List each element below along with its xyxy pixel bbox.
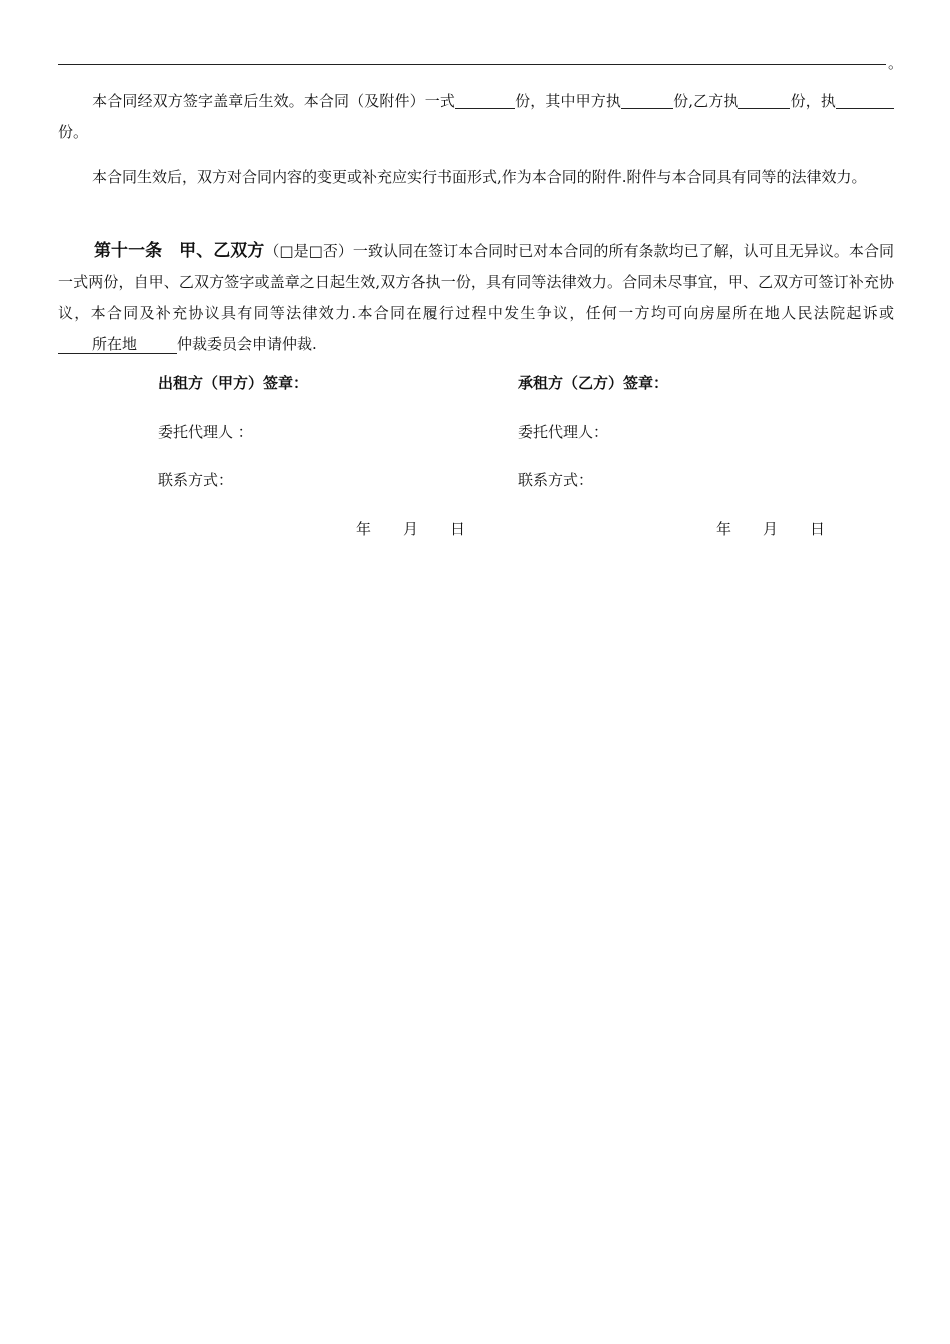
lessor-contact-label: 联系方式： bbox=[158, 471, 234, 489]
para1-text-5: 份。 bbox=[58, 123, 89, 141]
para1-text-4: 份，执 bbox=[790, 92, 836, 110]
lessee-date-month: 月 bbox=[763, 520, 779, 538]
para1-text-1: 本合同经双方签字盖章后生效。本合同（及附件）一式 bbox=[92, 92, 456, 110]
lessee-signature-label: 承租方（乙方）签章： bbox=[518, 374, 669, 392]
lessor-date-line bbox=[356, 518, 465, 539]
article-eleven-heading: 第十一条 甲、乙双方 bbox=[94, 241, 265, 261]
lessor-date-year: 年 bbox=[356, 520, 372, 538]
amendment-paragraph bbox=[58, 162, 894, 193]
lessor-agent-label: 委托代理人 ： bbox=[158, 423, 253, 441]
article-eleven-body: 一致认同在签订本合同时已对本合同的所有条款均已了解，认可且无异议。本合同一式两份，自甲、乙双方签字或盖章之日起生效,双方各执一份，具有同等法律效力。合同未尽事宜，甲、乙双方可签订补充协议，本合同及补充协议具有同等法律效力.本合同在履行过程中发生争议，任何一方均可向房屋所在地人民法院起诉或 bbox=[58, 242, 894, 322]
lessee-date-year: 年 bbox=[716, 520, 732, 538]
lessee-contact-label: 联系方式： bbox=[518, 471, 594, 489]
other-copies-blank bbox=[836, 90, 894, 109]
lessee-date-day: 日 bbox=[810, 520, 826, 538]
total-copies-blank bbox=[455, 90, 515, 109]
lessee-agent-label: 委托代理人： bbox=[518, 423, 609, 441]
party-b-copies-blank bbox=[738, 90, 790, 109]
top-rule-end-mark: 。 bbox=[888, 54, 904, 72]
lessor-date-day: 日 bbox=[450, 520, 466, 538]
lessor-signature-label: 出租方（甲方）签章： bbox=[158, 374, 309, 392]
lessee-date-line bbox=[716, 518, 825, 539]
party-a-copies-blank bbox=[621, 90, 673, 109]
lessor-date-month: 月 bbox=[403, 520, 419, 538]
para1-text-2: 份，其中甲方执 bbox=[515, 92, 621, 110]
article-eleven-tail: 仲裁委员会申请仲裁. bbox=[177, 335, 317, 353]
article-eleven-checkboxes: （□是□否） bbox=[264, 242, 353, 260]
effectiveness-paragraph bbox=[58, 86, 894, 148]
para1-text-3: 份,乙方执 bbox=[672, 92, 739, 110]
top-divider-line bbox=[58, 64, 886, 65]
para2-text: 本合同生效后，双方对合同内容的变更或补充应实行书面形式,作为本合同的附件.附件与本合同具有同等的法律效力。 bbox=[92, 168, 867, 186]
arbitration-location-fill: 所在地 bbox=[58, 335, 177, 354]
article-eleven-paragraph bbox=[58, 236, 894, 360]
